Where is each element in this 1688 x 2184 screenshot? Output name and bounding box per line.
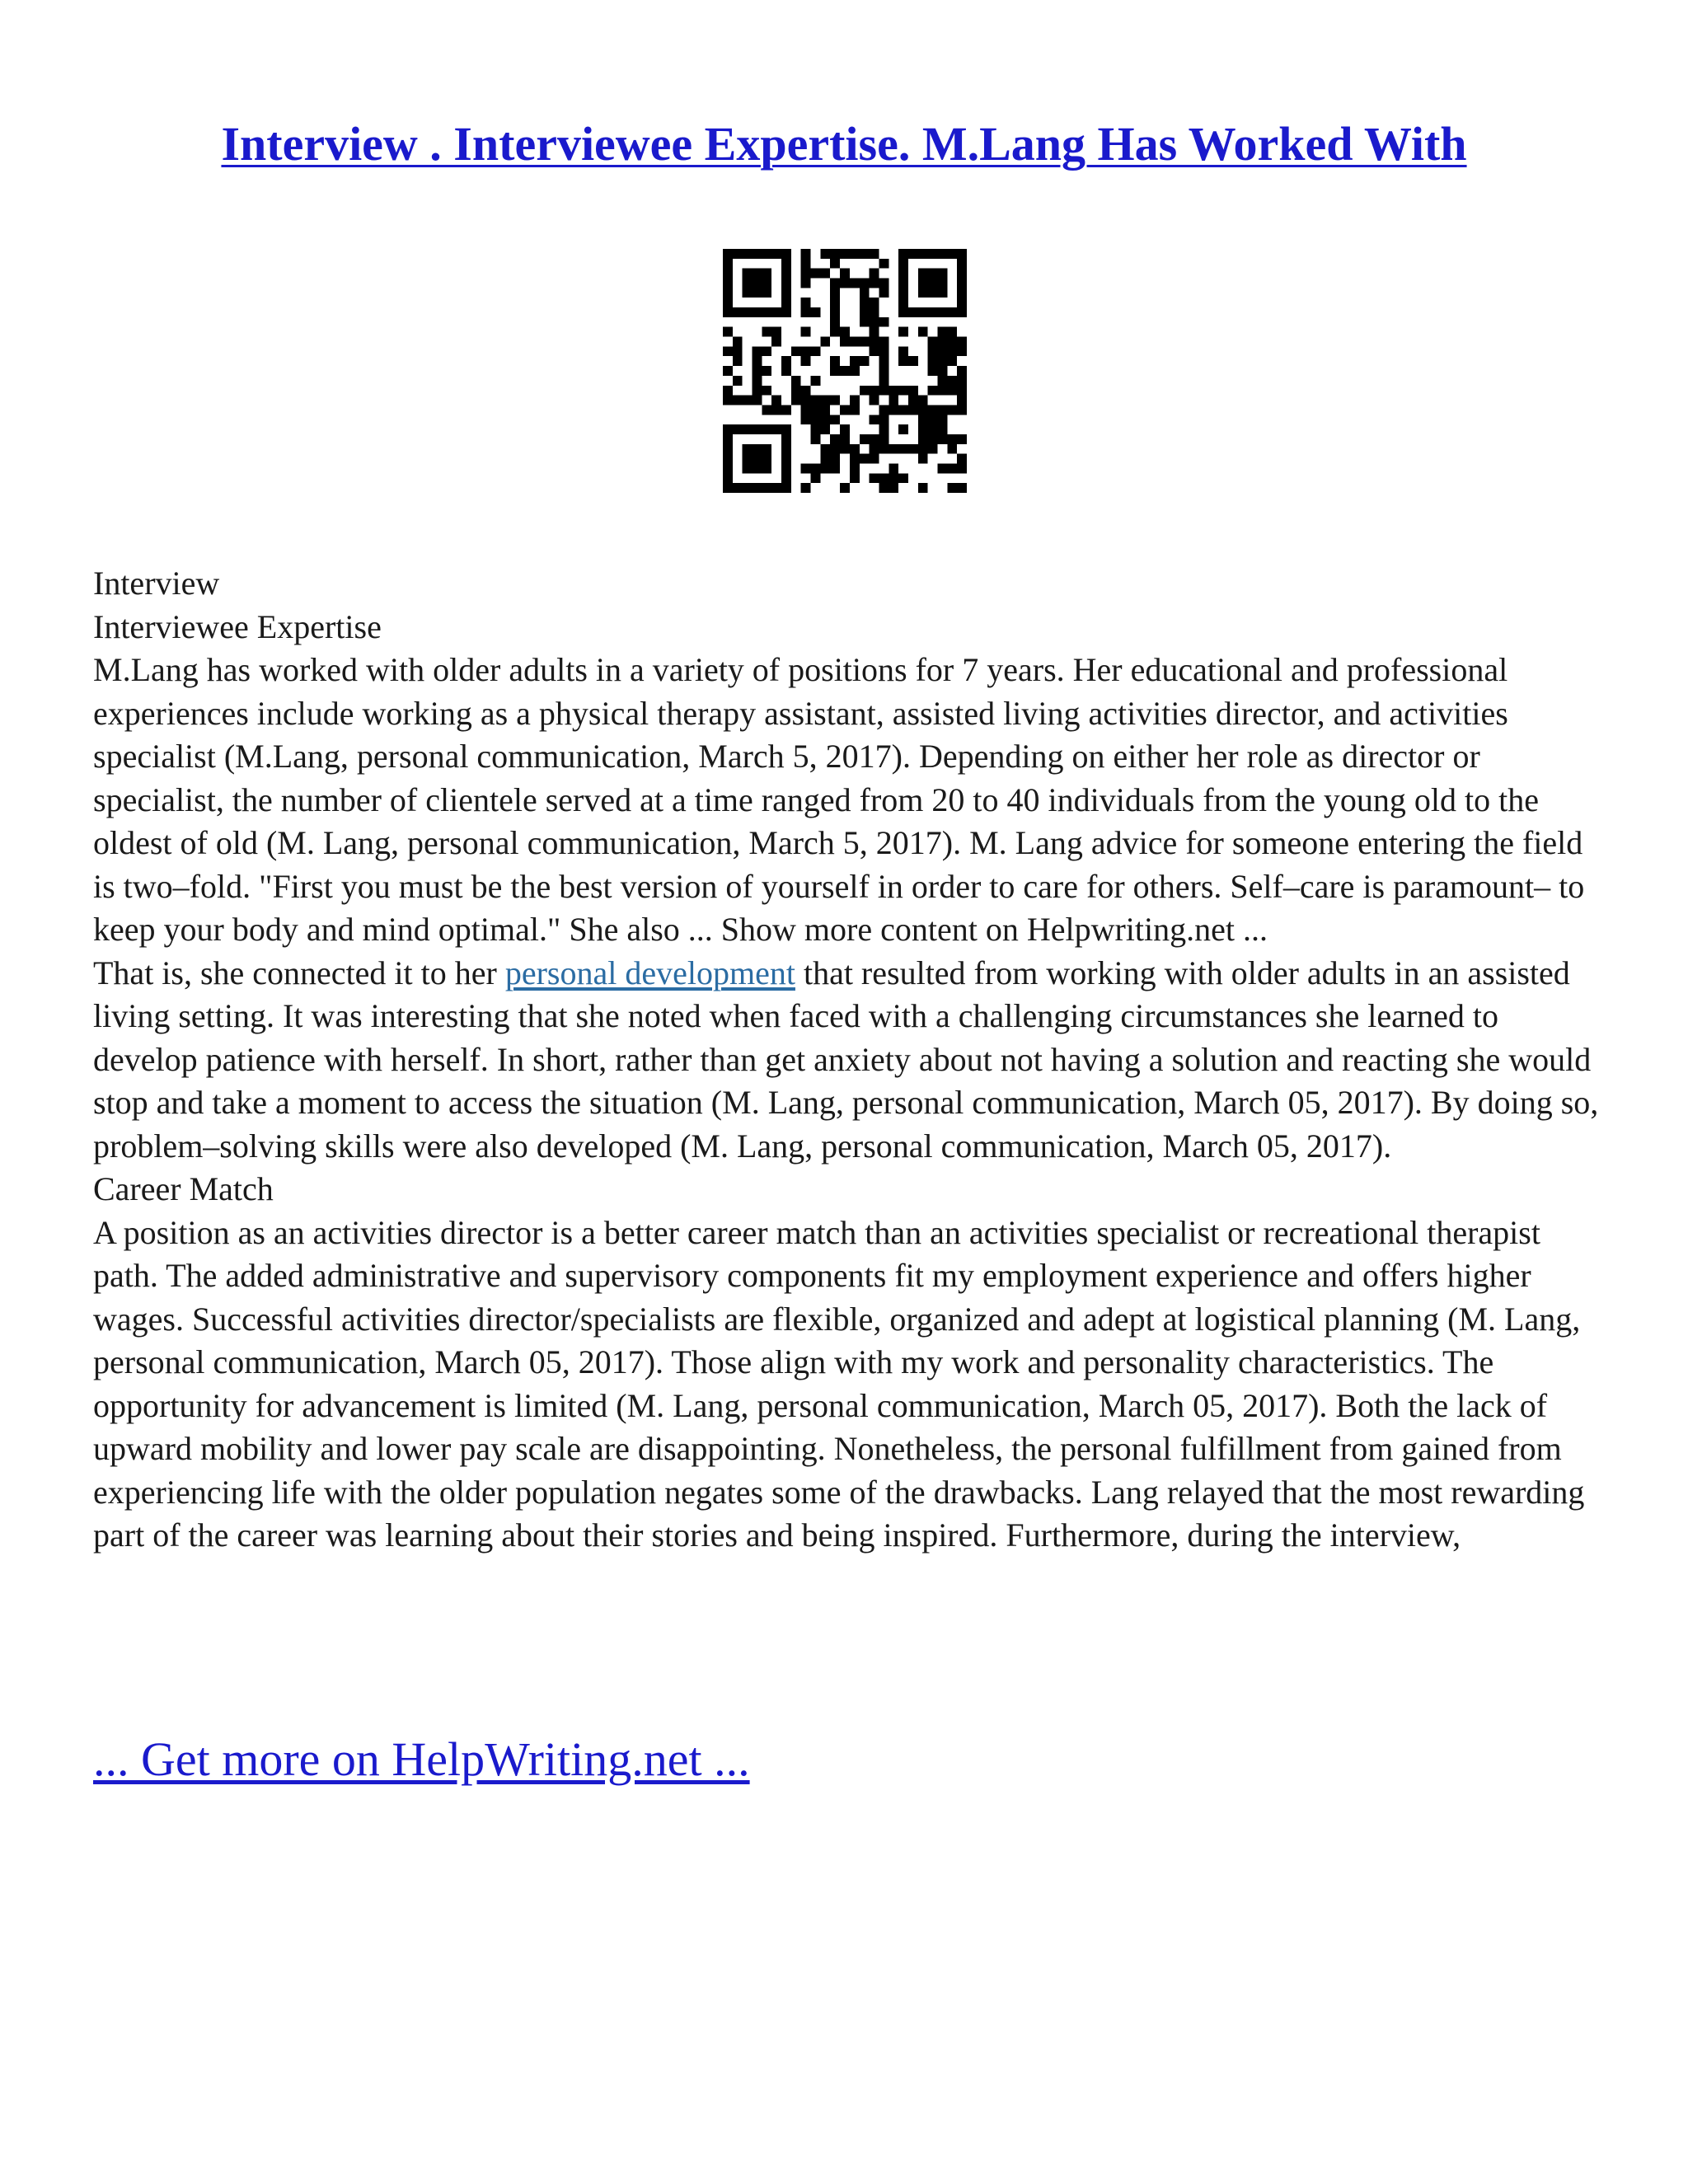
document-title-link[interactable]: Interview . Interviewee Expertise. M.Lang Has Worked With xyxy=(221,117,1467,171)
paragraph-career-match: A position as an activities director is a better career match than an activities specialist or recreational therapist path. The added administrative and supervisory components fit my employment experience and offers higher wages. Successful activities director/specialists are flexible, organized and adept at logistical planning (M. Lang, personal communication, March 05, 2017). Those align with my work and personality characteristics. The opportunity for advancement is limited (M. Lang, personal communication, March 05, 2017). Both the lack of upward mobility and lower pay scale are disappointing. Nonetheless, the personal fulfillment from gained from experiencing life with the older population negates some of the drawbacks. Lang relayed that the most rewarding part of the career was learning about their stories and being inspired. Furthermore, during the interview, xyxy=(93,1213,1585,1554)
paragraph-development xyxy=(93,952,1601,1169)
heading-interviewee-expertise: Interviewee Expertise xyxy=(93,607,382,645)
qr-code-icon xyxy=(723,249,967,493)
paragraph-development-text-start: That is, she connected it to her xyxy=(93,954,505,991)
get-more-link[interactable]: ... Get more on HelpWriting.net ... xyxy=(93,1732,750,1786)
paragraph-development-text-end: that resulted from working with older adults in an assisted living setting. It was interesting that she noted when faced with a challenging circumstances she learned to develop patience with herself. In short, rather than get anxiety about not having a solution and reacting she would stop and take a moment to access the situation (M. Lang, personal communication, March 05, 2017). By doing so, problem–solving skills were also developed (M. Lang, personal communication, March 05, 2017). xyxy=(93,954,1599,1165)
document-body xyxy=(93,562,1601,1558)
heading-career-match: Career Match xyxy=(93,1170,274,1207)
heading-interview: Interview xyxy=(93,565,220,602)
paragraph-expertise: M.Lang has worked with older adults in a variety of positions for 7 years. Her educational and professional experiences include working as a physical therapy assistant, assisted living activities director, and activities specialist (M.Lang, personal communication, March 5, 2017). Depending on either her role as director or specialist, the number of clientele served at a time ranged from 20 to 40 individuals from the young old to the oldest of old (M. Lang, personal communication, March 5, 2017). M. Lang advice for someone entering the field is two–fold. "First you must be the best version of yourself in order to care for others. Self–care is paramount– to keep your body and mind optimal." She also ... Show more content on Helpwriting.net ... xyxy=(93,651,1585,948)
personal-development-link[interactable]: personal development xyxy=(504,954,795,991)
